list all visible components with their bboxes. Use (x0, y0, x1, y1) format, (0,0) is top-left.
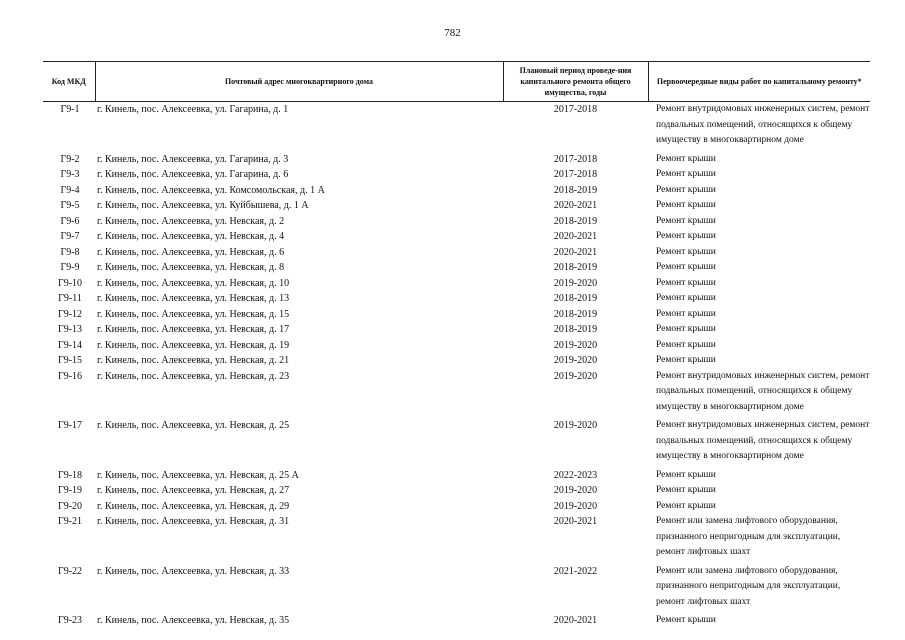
row-code: Г9-14 (57, 339, 83, 351)
row-work: Ремонт внутридомовых инженерных систем, ремонт подвальных помещений, относящихся к общему имуществу в многоквартирном доме (656, 104, 870, 145)
table-row (43, 514, 870, 564)
row-work: Ремонт крыши (656, 262, 716, 272)
row-address: г. Кинель, пос. Алексеевка, ул. Невская, д. 10 (97, 277, 290, 289)
table-row (43, 353, 870, 369)
table-row (43, 613, 870, 629)
row-work: Ремонт крыши (656, 246, 716, 257)
table-row (43, 276, 870, 292)
row-address: г. Кинель, пос. Алексеевка, ул. Невская, д. 2 (97, 215, 285, 227)
row-code: Г9-9 (60, 262, 80, 273)
table-row (43, 418, 870, 468)
row-code: Г9-16 (57, 370, 83, 382)
row-period: 2019-2020 (553, 500, 598, 512)
row-address: г. Кинель, пос. Алексеевка, ул. Гагарина, д. 1 (97, 104, 289, 115)
table-row (43, 152, 870, 168)
row-code: Г9-21 (57, 516, 83, 527)
row-work: Ремонт крыши (656, 153, 716, 164)
row-code: Г9-18 (57, 469, 83, 481)
table-row (43, 499, 870, 515)
row-address: г. Кинель, пос. Алексеевка, ул. Невская, д. 15 (97, 308, 290, 320)
row-period: 2020-2021 (553, 615, 598, 626)
row-period: 2017-2018 (553, 169, 598, 180)
row-address: г. Кинель, пос. Алексеевка, ул. Невская, д. 19 (97, 339, 290, 351)
row-period: 2018-2019 (553, 293, 598, 304)
row-code: Г9-4 (60, 184, 80, 196)
row-period: 2019-2020 (553, 339, 598, 351)
row-period: 2019-2020 (553, 420, 598, 431)
row-period: 2019-2020 (553, 370, 598, 382)
row-work: Ремонт крыши (656, 339, 716, 350)
row-address: г. Кинель, пос. Алексеевка, ул. Невская, д. 21 (97, 355, 290, 366)
table-row (43, 369, 870, 419)
row-address: г. Кинель, пос. Алексеевка, ул. Невская, д. 27 (97, 485, 290, 496)
row-period: 2021-2022 (553, 565, 598, 577)
table-row (43, 260, 870, 276)
row-code: Г9-15 (57, 355, 83, 366)
row-period: 2020-2021 (553, 516, 598, 527)
header-code: Код МКД (43, 62, 95, 102)
row-work: Ремонт крыши (656, 231, 716, 241)
row-address: г. Кинель, пос. Алексеевка, ул. Гагарина, д. 3 (97, 153, 289, 165)
table-header (43, 62, 870, 102)
table-row (43, 167, 870, 183)
row-work: Ремонт крыши (656, 308, 716, 319)
row-period: 2018-2019 (553, 184, 598, 196)
table-row (43, 214, 870, 230)
table-row (43, 338, 870, 354)
row-period: 2017-2018 (553, 153, 598, 165)
row-work: Ремонт крыши (656, 469, 716, 480)
row-code: Г9-7 (60, 231, 80, 242)
row-code: Г9-6 (60, 215, 80, 227)
row-address: г. Кинель, пос. Алексеевка, ул. Невская, д. 17 (97, 324, 290, 335)
row-period: 2019-2020 (553, 355, 598, 366)
row-code: Г9-2 (60, 153, 80, 165)
row-code: Г9-1 (60, 104, 80, 115)
row-address: г. Кинель, пос. Алексеевка, ул. Невская, д. 13 (97, 293, 290, 304)
row-work: Ремонт крыши (656, 615, 716, 625)
table-row (43, 291, 870, 307)
row-work: Ремонт или замена лифтового оборудования, признанного непригодным для эксплуатации, ремонт лифтовых шахт (656, 565, 841, 607)
row-code: Г9-20 (57, 500, 83, 512)
row-work: Ремонт крыши (656, 293, 716, 303)
row-work: Ремонт крыши (656, 169, 716, 179)
row-work: Ремонт крыши (656, 215, 716, 226)
row-work: Ремонт крыши (656, 324, 716, 334)
table-row (43, 468, 870, 484)
row-work: Ремонт внутридомовых инженерных систем, ремонт подвальных помещений, относящихся к общему имуществу в многоквартирном доме (656, 370, 870, 412)
row-address: г. Кинель, пос. Алексеевка, ул. Невская, д. 8 (97, 262, 285, 273)
row-address: г. Кинель, пос. Алексеевка, ул. Невская, д. 6 (97, 246, 285, 258)
row-address: г. Кинель, пос. Алексеевка, ул. Невская, д. 35 (97, 615, 290, 626)
row-address: г. Кинель, пос. Алексеевка, ул. Куйбышева, д. 1 А (97, 200, 309, 211)
table-row (43, 483, 870, 499)
row-work: Ремонт крыши (656, 200, 716, 210)
row-work: Ремонт или замена лифтового оборудования, признанного непригодным для эксплуатации, ремонт лифтовых шахт (656, 516, 841, 557)
row-code: Г9-5 (60, 200, 80, 211)
row-address: г. Кинель, пос. Алексеевка, ул. Невская, д. 23 (97, 370, 290, 382)
row-code: Г9-17 (57, 420, 83, 431)
row-period: 2020-2021 (553, 200, 598, 211)
row-address: г. Кинель, пос. Алексеевка, ул. Гагарина, д. 6 (97, 169, 289, 180)
row-period: 2019-2020 (553, 277, 598, 289)
row-code: Г9-22 (57, 565, 83, 577)
row-period: 2018-2019 (553, 215, 598, 227)
row-period: 2018-2019 (553, 262, 598, 273)
header-works: Первоочередные виды работ по капитальному ремонту* (648, 62, 870, 102)
row-period: 2018-2019 (553, 308, 598, 320)
row-address: г. Кинель, пос. Алексеевка, ул. Невская, д. 33 (97, 565, 290, 577)
table-row (43, 229, 870, 245)
row-work: Ремонт крыши (656, 500, 716, 511)
row-period: 2020-2021 (553, 231, 598, 242)
table-row (43, 102, 870, 152)
row-work: Ремонт крыши (656, 355, 716, 365)
row-code: Г9-12 (57, 308, 83, 320)
row-work: Ремонт внутридомовых инженерных систем, ремонт подвальных помещений, относящихся к общему имуществу в многоквартирном доме (656, 420, 870, 461)
table-row (43, 198, 870, 214)
capital-repair-table (43, 61, 870, 629)
row-code: Г9-13 (57, 324, 83, 335)
row-address: г. Кинель, пос. Алексеевка, ул. Невская, д. 29 (97, 500, 290, 512)
row-code: Г9-19 (57, 485, 83, 496)
row-code: Г9-3 (60, 169, 80, 180)
table-row (43, 183, 870, 199)
row-address: г. Кинель, пос. Алексеевка, ул. Невская, д. 4 (97, 231, 285, 242)
row-work: Ремонт крыши (656, 485, 716, 495)
table-row (43, 245, 870, 261)
row-address: г. Кинель, пос. Алексеевка, ул. Невская, д. 31 (97, 516, 290, 527)
table-row (43, 322, 870, 338)
row-code: Г9-8 (60, 246, 80, 258)
row-period: 2019-2020 (553, 485, 598, 496)
row-address: г. Кинель, пос. Алексеевка, ул. Невская, д. 25 А (97, 469, 299, 481)
row-address: г. Кинель, пос. Алексеевка, ул. Комсомольская, д. 1 А (97, 184, 325, 196)
table-row (43, 564, 870, 614)
row-code: Г9-11 (58, 293, 82, 304)
page-number: 782 (444, 27, 461, 39)
row-period: 2020-2021 (553, 246, 598, 258)
table-row (43, 307, 870, 323)
row-code: Г9-23 (57, 615, 83, 626)
row-address: г. Кинель, пос. Алексеевка, ул. Невская, д. 25 (97, 420, 290, 431)
row-work: Ремонт крыши (656, 184, 716, 195)
table-body (43, 102, 870, 629)
row-work: Ремонт крыши (656, 277, 716, 288)
row-code: Г9-10 (57, 277, 83, 289)
header-period: Плановый период проведе-ния капитального ремонта общего имущества, годы (503, 62, 648, 102)
row-period: 2022-2023 (553, 469, 598, 481)
row-period: 2017-2018 (553, 104, 598, 115)
header-address: Почтовый адрес многоквартирного дома (95, 62, 503, 102)
row-period: 2018-2019 (553, 324, 598, 335)
